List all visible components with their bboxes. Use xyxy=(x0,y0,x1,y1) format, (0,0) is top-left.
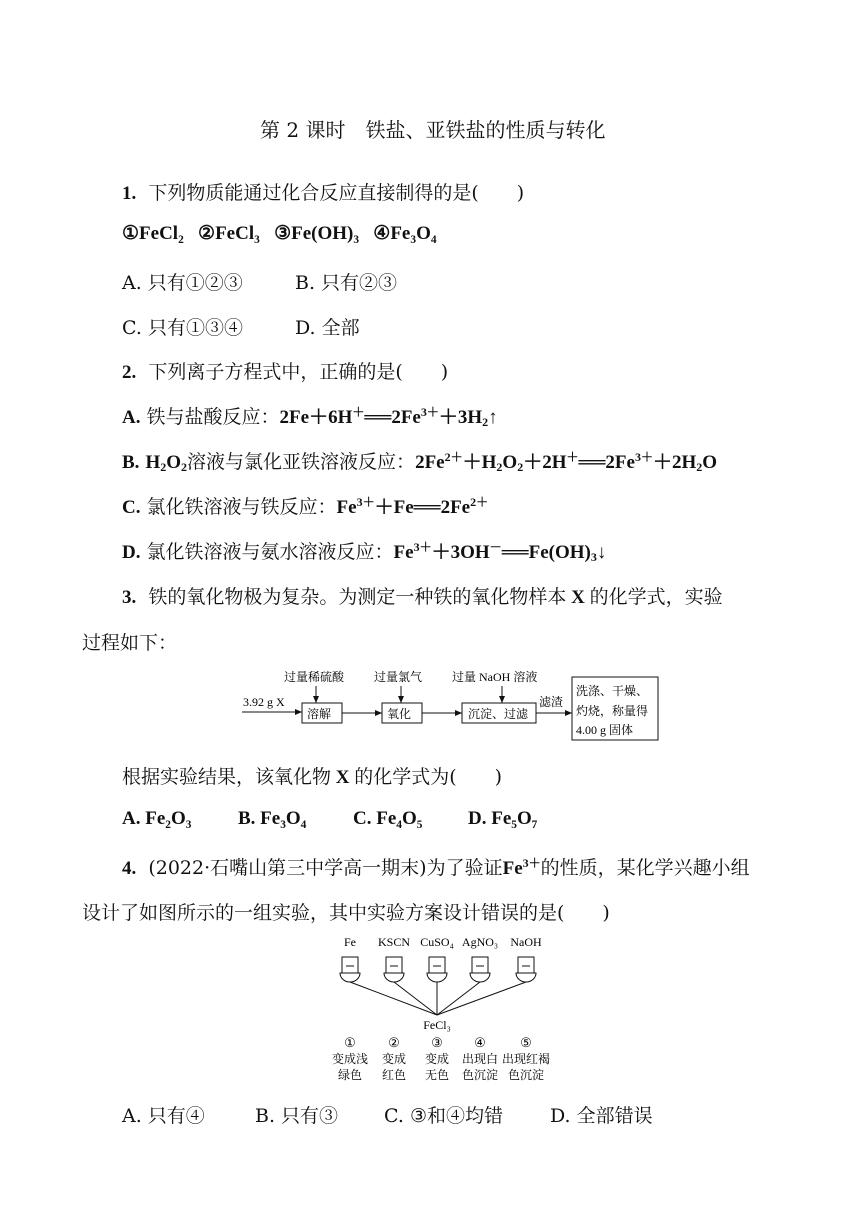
q4-option-a[interactable]: A. 只有④ xyxy=(122,1105,205,1127)
test-tube-4 xyxy=(470,957,490,982)
q1-option-c[interactable]: C. 只有①③④ xyxy=(122,317,243,339)
result-text: 变成 xyxy=(424,1052,450,1066)
question-4-stem-line2: 设计了如图所示的一组实验，其中实验方案设计错误的是( ) xyxy=(82,902,610,924)
q4-option-d[interactable]: D. 全部错误 xyxy=(550,1105,653,1127)
question-1-stem: 1. 下列物质能通过化合反应直接制得的是( ) xyxy=(122,182,525,204)
result-text: 变成 xyxy=(381,1052,407,1066)
lesson-topic: 铁盐、亚铁盐的性质与转化 xyxy=(365,118,606,142)
q3-option-d[interactable]: D. Fe₅O₇ xyxy=(468,808,538,829)
page-title xyxy=(260,114,605,143)
flow-reagent-3: 过量 NaOH 溶液 xyxy=(452,670,538,684)
q2-option-c[interactable]: C. 氯化铁溶液与铁反应：$Fe^{3+}+Fe══2Fe^{2+}$ xyxy=(122,495,489,518)
question-3-stem-line1: 3. 铁的氧化物极为复杂。为测定一种铁的氧化物样本 X 的化学式，实验 xyxy=(122,586,723,608)
reagent-label: CuSO₄ xyxy=(420,935,454,949)
result-text: 红色 xyxy=(381,1068,407,1082)
result-text: 变成浅 xyxy=(331,1052,369,1066)
q1-item-3: ③Fe(OH)₃ xyxy=(274,223,360,244)
flow-input-label: 3.92 g X xyxy=(243,695,285,709)
q1-item-2: ②FeCl₃ xyxy=(198,223,260,244)
result-text: 无色 xyxy=(424,1068,450,1082)
test-tube-3 xyxy=(427,957,447,982)
experiment-number: ④ xyxy=(474,1035,486,1050)
q4-experiment-diagram xyxy=(320,930,560,1090)
flow-step-1: 溶解 xyxy=(307,707,332,721)
reagent-label: KSCN xyxy=(377,935,411,949)
flow-final-line1: 洗涤、干燥、 xyxy=(576,684,649,698)
result-text: 绿色 xyxy=(337,1068,363,1082)
q1-item-4: ④Fe₃O₄ xyxy=(373,223,437,244)
lesson-number: 第 2 课时 xyxy=(260,118,346,142)
flow-residue: 滤渣 xyxy=(539,695,564,709)
experiment-number: ③ xyxy=(431,1035,443,1050)
q1-option-d[interactable]: D. 全部 xyxy=(295,317,360,339)
question-4-stem-line1: 4. (2022·石嘴山第三中学高一期末)为了验证$Fe^{3+}$的性质，某化学兴趣小组 xyxy=(122,856,750,879)
reagent-label: NaOH xyxy=(510,935,542,949)
flow-reagent-2: 过量氯气 xyxy=(374,670,423,684)
test-tube-1 xyxy=(340,957,360,982)
connecting-lines xyxy=(350,982,526,1015)
q3-flowchart xyxy=(240,664,660,744)
q1-item-1: ①FeCl₂ xyxy=(122,223,184,244)
q2-option-a[interactable]: A. 铁与盐酸反应：$2Fe+6H^+══2Fe^{3+}+3H_2↑$ xyxy=(122,405,498,429)
result-text: 出现白 xyxy=(461,1052,499,1066)
question-2-stem: 2. 下列离子方程式中，正确的是( ) xyxy=(122,361,449,383)
question-1-items xyxy=(122,222,437,245)
q2-option-b[interactable]: B. $H_2O_2$溶液与氯化亚铁溶液反应：$2Fe^{2+}+H_2O_2+2H^+══2Fe^{3+}+2H_2O$ xyxy=(122,450,718,474)
test-tube-2 xyxy=(384,957,404,982)
test-tube-5 xyxy=(516,957,536,982)
question-source: (2022·石嘴山第三中学高一期末) xyxy=(148,857,427,879)
result-text: 出现红褐 xyxy=(501,1052,551,1066)
reagent-label: AgNO₃ xyxy=(461,935,499,949)
flow-final-line2: 灼烧，称量得 xyxy=(576,704,649,718)
flow-step-2: 氧化 xyxy=(387,707,412,721)
experiment-number: ② xyxy=(388,1035,400,1050)
q3-option-a[interactable]: A. Fe₂O₃ xyxy=(122,808,192,829)
experiment-number: ⑤ xyxy=(520,1035,532,1050)
q2-option-d[interactable]: D. 氯化铁溶液与氨水溶液反应：$Fe^{3+}+3OH^-══Fe(OH)_3↓$ xyxy=(122,540,607,564)
center-solution-label: FeCl₃ xyxy=(423,1018,451,1032)
flow-step-3: 沉淀、过滤 xyxy=(468,707,529,721)
question-3-stem-line2: 过程如下： xyxy=(82,632,178,654)
result-text: 色沉淀 xyxy=(461,1068,499,1082)
question-3-conclusion: 根据实验结果，该氧化物 X 的化学式为( ) xyxy=(122,766,503,788)
q3-option-b[interactable]: B. Fe₃O₄ xyxy=(238,808,307,829)
q3-option-c[interactable]: C. Fe₄O₅ xyxy=(353,808,423,829)
q1-option-b[interactable]: B. 只有②③ xyxy=(295,272,398,294)
q1-option-a[interactable]: A. 只有①②③ xyxy=(122,272,243,294)
q4-option-b[interactable]: B. 只有③ xyxy=(255,1105,339,1127)
flow-reagent-1: 过量稀硫酸 xyxy=(284,670,345,684)
reagent-label: Fe xyxy=(344,935,356,949)
flow-final-line3: 4.00 g 固体 xyxy=(576,723,634,737)
experiment-number: ① xyxy=(344,1035,356,1050)
q4-option-c[interactable]: C. ③和④均错 xyxy=(384,1105,503,1127)
result-text: 色沉淀 xyxy=(507,1068,545,1082)
